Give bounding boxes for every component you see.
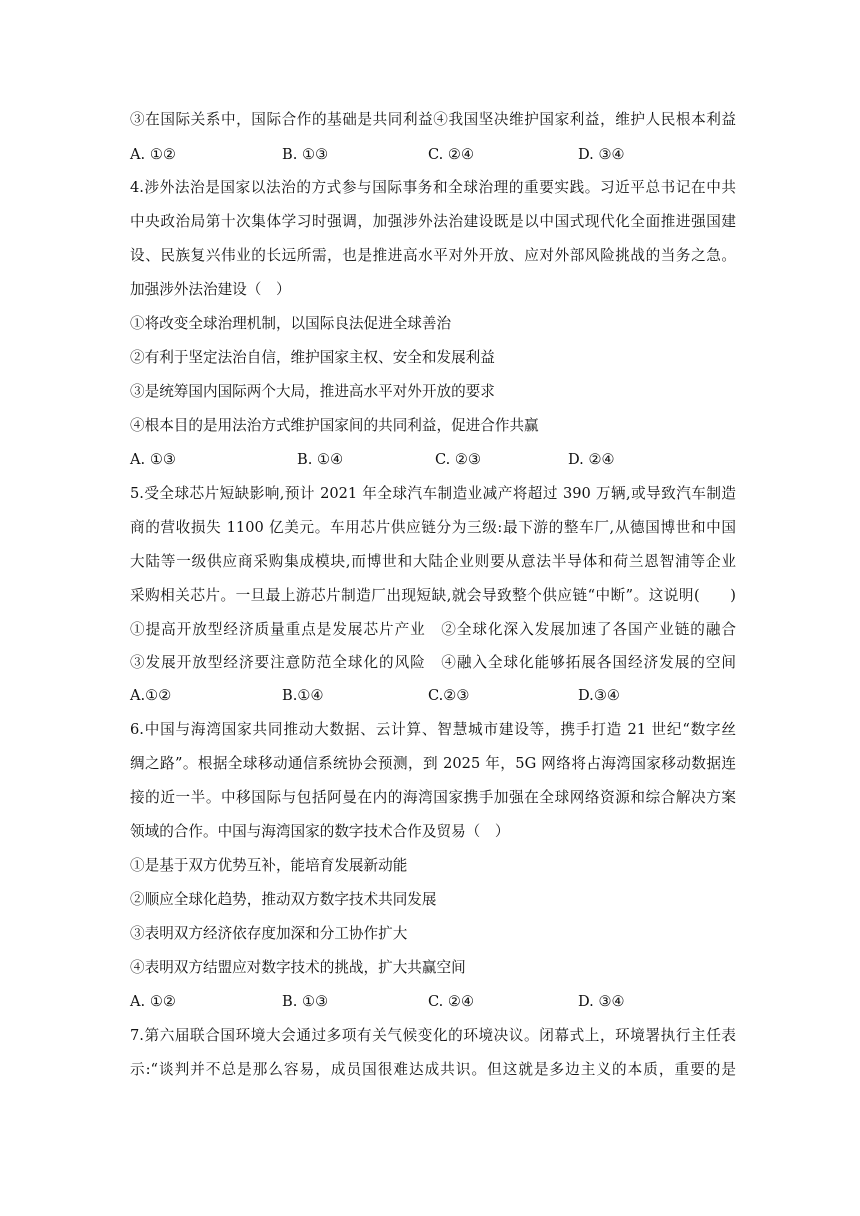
q4-options [130, 450, 736, 470]
q5-option-a[interactable]: A.①② [130, 687, 172, 704]
q4-item: ①将改变全球治理机制，以国际良法促进全球善治 [130, 315, 452, 332]
q5-option-d[interactable]: D.③④ [578, 687, 620, 704]
q3-options [130, 145, 736, 165]
q3-option-a[interactable]: A. ①② [130, 146, 176, 163]
q4-stem-line: 中央政治局第十次集体学习时强调，加强涉外法治建设既是以中国式现代化全面推进强国建 [130, 213, 736, 230]
q5-item: ③发展开放型经济要注意防范全球化的风险 ④融入全球化能够拓展各国经济发展的空间 [130, 654, 736, 671]
q4-stem-line: 4.涉外法治是国家以法治的方式参与国际事务和全球治理的重要实践。习近平总书记在中共 [130, 179, 736, 196]
q6-options [130, 992, 736, 1012]
q4-option-d[interactable]: D. ②④ [568, 451, 615, 468]
q6-option-a[interactable]: A. ①② [130, 993, 176, 1010]
q6-option-b[interactable]: B. ①③ [282, 993, 329, 1010]
q5-stem-line: 商的营收损失 1100 亿美元。车用芯片供应链分为三级:最下游的整车厂,从德国博世和中国 [130, 519, 736, 536]
q6-option-c[interactable]: C. ②④ [428, 993, 475, 1010]
q5-stem-line: 采购相关芯片。一旦最上游芯片制造厂出现短缺,就会导致整个供应链“中断”。这说明( ) [130, 587, 736, 604]
q4-stem-line: 加强涉外法治建设（ ） [130, 281, 291, 298]
q3-option-d[interactable]: D. ③④ [578, 146, 625, 163]
q5-stem-line: 大陆等一级供应商采购集成模块,而博世和大陆企业则要从意法半导体和荷兰恩智浦等企业 [130, 553, 736, 570]
q6-item: ③表明双方经济依存度加深和分工协作扩大 [130, 925, 408, 942]
q6-item: ④表明双方结盟应对数字技术的挑战，扩大共赢空间 [130, 959, 466, 976]
q3-option-b[interactable]: B. ①③ [282, 146, 329, 163]
q4-item: ④根本目的是用法治方式维护国家间的共同利益，促进合作共赢 [130, 417, 539, 434]
q6-option-d[interactable]: D. ③④ [578, 993, 625, 1010]
q6-stem-line: 绸之路”。根据全球移动通信系统协会预测，到 2025 年，5G 网络将占海湾国家移动数据连 [130, 755, 736, 772]
q5-item: ①提高开放型经济质量重点是发展芯片产业 ②全球化深入发展加速了各国产业链的融合 [130, 621, 736, 638]
q4-item: ②有利于坚定法治自信，维护国家主权、安全和发展利益 [130, 349, 495, 366]
q6-stem-line: 接的近一半。中移国际与包括阿曼在内的海湾国家携手加强在全球网络资源和综合解决方案 [130, 789, 736, 806]
q3-option-c[interactable]: C. ②④ [428, 146, 475, 163]
q7-stem-line: 7.第六届联合国环境大会通过多项有关气候变化的环境决议。闭幕式上，环境署执行主任表 [130, 1027, 736, 1044]
q6-stem-line: 领域的合作。中国与海湾国家的数字技术合作及贸易（ ） [130, 823, 510, 840]
q6-item: ①是基于双方优势互补，能培育发展新动能 [130, 857, 408, 874]
q7-stem-line: 示:“谈判并不总是那么容易，成员国很难达成共识。但这就是多边主义的本质，重要的是 [130, 1061, 736, 1078]
q5-option-b[interactable]: B.①④ [282, 687, 324, 704]
q4-option-a[interactable]: A. ①③ [130, 451, 176, 468]
q6-item: ②顺应全球化趋势，推动双方数字技术共同发展 [130, 891, 437, 908]
q6-stem-line: 6.中国与海湾国家共同推动大数据、云计算、智慧城市建设等，携手打造 21 世纪“数字丝 [130, 721, 736, 738]
q5-stem-line: 5.受全球芯片短缺影响,预计 2021 年全球汽车制造业减产将超过 390 万辆,或导致汽车制造 [130, 485, 736, 502]
q3-item-3-4: ③在国际关系中，国际合作的基础是共同利益④我国坚决维护国家利益，维护人民根本利益 [130, 111, 736, 128]
q4-item: ③是统筹国内国际两个大局，推进高水平对外开放的要求 [130, 383, 495, 400]
q4-option-c[interactable]: C. ②③ [435, 451, 482, 468]
q5-option-c[interactable]: C.②③ [428, 687, 470, 704]
q5-options [130, 686, 736, 706]
q4-stem-line: 设、民族复兴伟业的长远所需，也是推进高水平对外开放、应对外部风险挑战的当务之急。 [130, 247, 736, 264]
q4-option-b[interactable]: B. ①④ [297, 451, 344, 468]
